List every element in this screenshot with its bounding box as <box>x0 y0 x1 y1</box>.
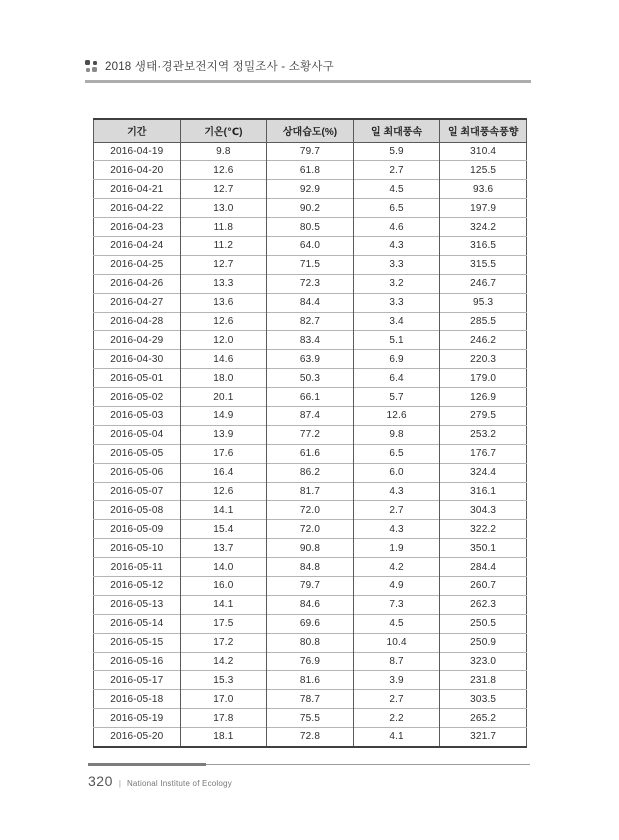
table-cell: 2016-05-07 <box>94 482 181 501</box>
table-cell: 324.4 <box>440 463 527 482</box>
table-cell: 14.1 <box>180 501 267 520</box>
table-cell: 253.2 <box>440 425 527 444</box>
table-cell: 4.3 <box>353 482 440 501</box>
table-row <box>94 293 527 312</box>
table-cell: 260.7 <box>440 576 527 595</box>
table-cell: 84.6 <box>267 595 354 614</box>
table-cell: 246.7 <box>440 274 527 293</box>
table-cell: 220.3 <box>440 350 527 369</box>
table-cell: 75.5 <box>267 709 354 728</box>
table-cell: 10.4 <box>353 633 440 652</box>
header-rule <box>85 80 531 83</box>
table-cell: 12.7 <box>180 180 267 199</box>
table-cell: 2016-05-04 <box>94 425 181 444</box>
table-cell: 18.1 <box>180 728 267 747</box>
table-cell: 7.3 <box>353 595 440 614</box>
table-row <box>94 388 527 407</box>
table-cell: 2016-05-10 <box>94 539 181 558</box>
table-cell: 2016-04-26 <box>94 274 181 293</box>
table-cell: 14.2 <box>180 652 267 671</box>
table-row <box>94 369 527 388</box>
table-cell: 3.3 <box>353 255 440 274</box>
table-cell: 12.6 <box>353 406 440 425</box>
table-cell: 322.2 <box>440 520 527 539</box>
table-cell: 250.9 <box>440 633 527 652</box>
table-cell: 86.2 <box>267 463 354 482</box>
table-cell: 90.8 <box>267 539 354 558</box>
table-cell: 2016-05-11 <box>94 558 181 577</box>
table-cell: 90.2 <box>267 199 354 218</box>
table-cell: 16.0 <box>180 576 267 595</box>
column-header: 기간 <box>94 119 181 142</box>
report-title: 2018 생태·경관보전지역 정밀조사 - 소황사구 <box>105 61 334 73</box>
table-cell: 12.6 <box>180 482 267 501</box>
table-cell: 125.5 <box>440 161 527 180</box>
table-cell: 126.9 <box>440 388 527 407</box>
table-cell: 5.1 <box>353 331 440 350</box>
table-cell: 72.0 <box>267 520 354 539</box>
running-header-line <box>85 58 531 74</box>
table-cell: 81.6 <box>267 671 354 690</box>
table-cell: 4.2 <box>353 558 440 577</box>
table-cell: 84.4 <box>267 293 354 312</box>
table-cell: 6.5 <box>353 444 440 463</box>
table-row <box>94 218 527 237</box>
table-cell: 6.4 <box>353 369 440 388</box>
table-row <box>94 671 527 690</box>
table-cell: 79.7 <box>267 576 354 595</box>
table-cell: 246.2 <box>440 331 527 350</box>
table-cell: 265.2 <box>440 709 527 728</box>
table-cell: 14.0 <box>180 558 267 577</box>
table-cell: 316.5 <box>440 236 527 255</box>
table-cell: 2016-05-05 <box>94 444 181 463</box>
table-row <box>94 728 527 747</box>
table-cell: 12.6 <box>180 161 267 180</box>
table-cell: 20.1 <box>180 388 267 407</box>
table-row <box>94 444 527 463</box>
table-cell: 6.5 <box>353 199 440 218</box>
table-cell: 197.9 <box>440 199 527 218</box>
table-cell: 18.0 <box>180 369 267 388</box>
running-header <box>85 58 531 83</box>
table-cell: 9.8 <box>353 425 440 444</box>
table-cell: 250.5 <box>440 614 527 633</box>
table-cell: 1.9 <box>353 539 440 558</box>
table-cell: 13.3 <box>180 274 267 293</box>
table-row <box>94 709 527 728</box>
table-row <box>94 633 527 652</box>
table-row <box>94 199 527 218</box>
table-cell: 72.8 <box>267 728 354 747</box>
table-cell: 80.5 <box>267 218 354 237</box>
table-cell: 2016-04-27 <box>94 293 181 312</box>
table-cell: 2.2 <box>353 709 440 728</box>
table-cell: 61.8 <box>267 161 354 180</box>
table-cell: 2016-04-23 <box>94 218 181 237</box>
table-cell: 2016-05-20 <box>94 728 181 747</box>
table-cell: 16.4 <box>180 463 267 482</box>
table-row <box>94 595 527 614</box>
table-cell: 4.6 <box>353 218 440 237</box>
table-cell: 2016-05-15 <box>94 633 181 652</box>
table-cell: 2016-05-17 <box>94 671 181 690</box>
table-cell: 13.0 <box>180 199 267 218</box>
table-cell: 93.6 <box>440 180 527 199</box>
table-cell: 64.0 <box>267 236 354 255</box>
table-row <box>94 690 527 709</box>
table-cell: 4.3 <box>353 520 440 539</box>
table-cell: 13.7 <box>180 539 267 558</box>
four-dots-icon <box>85 60 98 73</box>
table-cell: 61.6 <box>267 444 354 463</box>
table-cell: 84.8 <box>267 558 354 577</box>
table-cell: 3.9 <box>353 671 440 690</box>
table-cell: 11.8 <box>180 218 267 237</box>
table-cell: 71.5 <box>267 255 354 274</box>
table-row <box>94 539 527 558</box>
table-cell: 2016-04-20 <box>94 161 181 180</box>
table-cell: 78.7 <box>267 690 354 709</box>
table-cell: 2016-05-12 <box>94 576 181 595</box>
table-cell: 12.0 <box>180 331 267 350</box>
table-cell: 2016-05-03 <box>94 406 181 425</box>
table-row <box>94 482 527 501</box>
table-cell: 11.2 <box>180 236 267 255</box>
table-cell: 285.5 <box>440 312 527 331</box>
table-cell: 4.5 <box>353 180 440 199</box>
table-cell: 2016-05-16 <box>94 652 181 671</box>
table-cell: 315.5 <box>440 255 527 274</box>
table-cell: 66.1 <box>267 388 354 407</box>
table-cell: 310.4 <box>440 142 527 161</box>
table-cell: 14.9 <box>180 406 267 425</box>
page-footer <box>88 763 530 789</box>
table-header-row <box>94 119 527 142</box>
table-cell: 2016-05-13 <box>94 595 181 614</box>
table-cell: 2016-05-06 <box>94 463 181 482</box>
table-row <box>94 161 527 180</box>
table-cell: 2016-04-21 <box>94 180 181 199</box>
table-cell: 15.3 <box>180 671 267 690</box>
column-header: 일 최대풍속풍향 <box>440 119 527 142</box>
table-cell: 2016-05-08 <box>94 501 181 520</box>
table-cell: 279.5 <box>440 406 527 425</box>
table-cell: 2016-05-19 <box>94 709 181 728</box>
table-cell: 316.1 <box>440 482 527 501</box>
footer-separator: | <box>118 779 121 788</box>
table-cell: 63.9 <box>267 350 354 369</box>
table-row <box>94 406 527 425</box>
table-cell: 87.4 <box>267 406 354 425</box>
table-cell: 80.8 <box>267 633 354 652</box>
table-cell: 2.7 <box>353 690 440 709</box>
table-body <box>94 142 527 747</box>
table-row <box>94 331 527 350</box>
table-cell: 82.7 <box>267 312 354 331</box>
publisher-name: National Institute of Ecology <box>126 779 232 788</box>
table-cell: 304.3 <box>440 501 527 520</box>
column-header: 기온(℃) <box>180 119 267 142</box>
table-cell: 8.7 <box>353 652 440 671</box>
table-cell: 6.0 <box>353 463 440 482</box>
table-cell: 4.1 <box>353 728 440 747</box>
column-header: 일 최대풍속 <box>353 119 440 142</box>
table-cell: 13.6 <box>180 293 267 312</box>
table-row <box>94 274 527 293</box>
table-cell: 284.4 <box>440 558 527 577</box>
table-cell: 17.5 <box>180 614 267 633</box>
table-cell: 4.5 <box>353 614 440 633</box>
table-cell: 76.9 <box>267 652 354 671</box>
footer-text <box>88 773 530 789</box>
table-cell: 72.0 <box>267 501 354 520</box>
table-row <box>94 255 527 274</box>
table-cell: 2016-04-29 <box>94 331 181 350</box>
table-cell: 321.7 <box>440 728 527 747</box>
table-row <box>94 236 527 255</box>
table-cell: 2016-04-22 <box>94 199 181 218</box>
table-cell: 17.6 <box>180 444 267 463</box>
table-cell: 77.2 <box>267 425 354 444</box>
table-cell: 14.1 <box>180 595 267 614</box>
table-cell: 262.3 <box>440 595 527 614</box>
table-row <box>94 180 527 199</box>
table-cell: 324.2 <box>440 218 527 237</box>
table-cell: 95.3 <box>440 293 527 312</box>
table-cell: 2016-05-14 <box>94 614 181 633</box>
table-cell: 2.7 <box>353 501 440 520</box>
table-cell: 2016-05-09 <box>94 520 181 539</box>
table-cell: 92.9 <box>267 180 354 199</box>
table-cell: 79.7 <box>267 142 354 161</box>
table-cell: 4.3 <box>353 236 440 255</box>
table-row <box>94 350 527 369</box>
table-cell: 2016-05-01 <box>94 369 181 388</box>
table-row <box>94 425 527 444</box>
table-cell: 81.7 <box>267 482 354 501</box>
table-cell: 2016-04-25 <box>94 255 181 274</box>
table-cell: 9.8 <box>180 142 267 161</box>
table-cell: 4.9 <box>353 576 440 595</box>
table-cell: 2016-04-19 <box>110 145 164 157</box>
table-cell: 3.3 <box>353 293 440 312</box>
table-cell: 17.8 <box>180 709 267 728</box>
table-cell: 14.6 <box>180 350 267 369</box>
table-cell: 72.3 <box>267 274 354 293</box>
table-row <box>94 576 527 595</box>
table-cell: 179.0 <box>440 369 527 388</box>
table-cell: 13.9 <box>180 425 267 444</box>
table-cell: 2016-05-18 <box>94 690 181 709</box>
table-row <box>94 501 527 520</box>
table-cell: 350.1 <box>440 539 527 558</box>
table-row <box>94 520 527 539</box>
table-cell: 176.7 <box>440 444 527 463</box>
table-row <box>94 463 527 482</box>
table-cell: 3.2 <box>353 274 440 293</box>
table-cell: 231.8 <box>440 671 527 690</box>
table-cell: 17.2 <box>180 633 267 652</box>
footer-rule <box>88 763 530 766</box>
table-cell: 2.7 <box>353 161 440 180</box>
table-cell: 12.6 <box>180 312 267 331</box>
column-header: 상대습도(%) <box>267 119 354 142</box>
table-cell: 83.4 <box>267 331 354 350</box>
table-row <box>94 652 527 671</box>
table-cell: 2016-05-02 <box>94 388 181 407</box>
table-row <box>94 312 527 331</box>
table-cell: 5.7 <box>353 388 440 407</box>
table-cell: 50.3 <box>267 369 354 388</box>
weather-data-table <box>93 118 527 748</box>
table-cell: 17.0 <box>180 690 267 709</box>
table-cell: 6.9 <box>353 350 440 369</box>
table-row <box>94 142 527 161</box>
table-head <box>94 119 527 142</box>
table-cell: 5.9 <box>353 142 440 161</box>
table-cell: 69.6 <box>267 614 354 633</box>
table-cell: 303.5 <box>440 690 527 709</box>
table-cell: 2016-04-30 <box>94 350 181 369</box>
table-cell: 15.4 <box>180 520 267 539</box>
table-row <box>94 558 527 577</box>
page-number: 320 <box>88 773 113 789</box>
table-cell: 2016-04-24 <box>94 236 181 255</box>
table-cell: 12.7 <box>180 255 267 274</box>
table-cell: 323.0 <box>440 652 527 671</box>
table-cell: 3.4 <box>353 312 440 331</box>
table-row <box>94 614 527 633</box>
table-cell: 2016-04-28 <box>94 312 181 331</box>
